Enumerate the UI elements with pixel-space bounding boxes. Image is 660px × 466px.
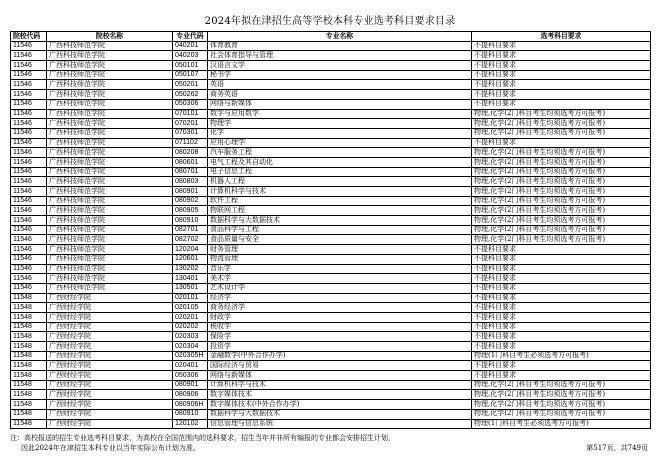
school-code-cell: 11548 [11,342,47,352]
major-name-cell: 财务管理 [208,245,472,255]
major-name-cell: 数学与应用数学 [208,109,472,119]
major-name-cell: 信息管理与信息系统 [208,419,472,429]
major-name-cell: 体育教育 [208,41,472,51]
school-name-cell: 广西科技师范学院 [47,283,173,293]
major-code-cell: 070201 [173,119,208,129]
major-code-cell: 080910 [173,409,208,419]
school-name-cell: 广西财经学院 [47,380,173,390]
school-name-cell: 广西科技师范学院 [47,61,173,71]
major-code-cell: 050306 [173,371,208,381]
school-code-cell: 11546 [11,274,47,284]
table-row [11,109,651,119]
table-row [11,216,651,226]
table-row [11,41,651,51]
major-code-cell: 050107 [173,70,208,80]
major-code-cell: 020105 [173,303,208,313]
major-code-cell: 080701 [173,167,208,177]
subject-requirement-cell: 不提科目要求 [472,51,651,61]
major-code-cell: 040201 [173,41,208,51]
major-name-cell: 物联网工程 [208,206,472,216]
major-name-cell: 国际经济与贸易 [208,361,472,371]
major-code-cell: 020304 [173,342,208,352]
subject-requirement-cell: 不提科目要求 [472,61,651,71]
school-name-cell: 广西科技师范学院 [47,254,173,264]
major-code-cell: 130501 [173,283,208,293]
school-name-cell: 广西科技师范学院 [47,90,173,100]
subject-requirement-cell: 不提科目要求 [472,245,651,255]
school-code-cell: 11548 [11,293,47,303]
school-code-cell: 11546 [11,138,47,148]
table-row [11,303,651,313]
school-code-cell: 11546 [11,51,47,61]
major-code-cell: 020303 [173,332,208,342]
school-name-cell: 广西财经学院 [47,303,173,313]
table-header-row [11,32,651,42]
subject-requirement-cell: 物理,化学(2门科目考生均须选考方可报考) [472,400,651,410]
school-code-cell: 11546 [11,225,47,235]
table-row [11,157,651,167]
table-row [11,80,651,90]
major-code-cell: 080902 [173,196,208,206]
major-name-cell: 美术学 [208,274,472,284]
school-name-cell: 广西财经学院 [47,351,173,361]
major-name-cell: 音乐学 [208,264,472,274]
subject-requirement-cell: 物理,化学(2门科目考生均须选考方可报考) [472,109,651,119]
subject-requirement-cell: 物理,化学(2门科目考生均须选考方可报考) [472,128,651,138]
major-name-cell: 英语 [208,80,472,90]
table-row [11,148,651,158]
school-name-cell: 广西财经学院 [47,409,173,419]
footnote-line-2: 因此2024年在津招生本科专业以当年实际公布计划为准。 [21,444,200,452]
major-name-cell: 网络与新媒体 [208,371,472,381]
major-code-cell: 130401 [173,274,208,284]
table-row [11,61,651,71]
table-body [11,41,651,429]
major-code-cell: 120102 [173,419,208,429]
header-major-name: 专业名称 [208,32,472,42]
school-code-cell: 11546 [11,70,47,80]
table-row [11,99,651,109]
major-code-cell: 080601 [173,157,208,167]
major-code-cell: 120204 [173,245,208,255]
school-name-cell: 广西财经学院 [47,322,173,332]
subject-requirement-cell: 物理,化学(2门科目考生均须选考方可报考) [472,409,651,419]
major-name-cell: 经济学 [208,293,472,303]
school-code-cell: 11548 [11,390,47,400]
table-row [11,254,651,264]
subject-requirement-cell: 不提科目要求 [472,264,651,274]
major-code-cell: 020101 [173,293,208,303]
school-name-cell: 广西科技师范学院 [47,216,173,226]
subject-requirement-cell: 物理,化学(2门科目考生均须选考方可报考) [472,206,651,216]
table-row [11,322,651,332]
table-row [11,70,651,80]
school-name-cell: 广西科技师范学院 [47,109,173,119]
major-name-cell: 数据科学与大数据技术 [208,409,472,419]
major-code-cell: 082702 [173,235,208,245]
subject-requirement-cell: 不提科目要求 [472,70,651,80]
school-name-cell: 广西科技师范学院 [47,167,173,177]
school-code-cell: 11546 [11,167,47,177]
school-code-cell: 11548 [11,371,47,381]
major-code-cell: 050101 [173,61,208,71]
subject-requirement-cell: 物理,化学(2门科目考生均须选考方可报考) [472,380,651,390]
school-code-cell: 11548 [11,361,47,371]
major-name-cell: 社会体育指导与管理 [208,51,472,61]
major-name-cell: 食品科学与工程 [208,225,472,235]
subject-requirement-cell: 不提科目要求 [472,99,651,109]
school-name-cell: 广西财经学院 [47,361,173,371]
table-row [11,187,651,197]
subject-requirement-cell: 不提科目要求 [472,90,651,100]
major-code-cell: 050201 [173,80,208,90]
table-row [11,225,651,235]
major-code-cell: 020202 [173,322,208,332]
page-number: 第517页，共749页 [586,444,648,452]
major-name-cell: 软件工程 [208,196,472,206]
table-row [11,167,651,177]
table-row [11,245,651,255]
school-name-cell: 广西科技师范学院 [47,80,173,90]
subject-requirement-cell: 物理(1门科目考生必须选考方可报考) [472,351,651,361]
subject-requirement-cell: 不提科目要求 [472,342,651,352]
major-name-cell: 财政学 [208,312,472,322]
school-code-cell: 11546 [11,196,47,206]
school-name-cell: 广西财经学院 [47,371,173,381]
school-name-cell: 广西科技师范学院 [47,206,173,216]
major-code-cell: 050262 [173,90,208,100]
major-name-cell: 数字媒体技术(中外合作办学) [208,400,472,410]
major-name-cell: 电气工程及其自动化 [208,157,472,167]
school-name-cell: 广西科技师范学院 [47,274,173,284]
table-row [11,312,651,322]
major-name-cell: 数据科学与大数据技术 [208,216,472,226]
school-name-cell: 广西科技师范学院 [47,157,173,167]
table-row [11,51,651,61]
table-row [11,274,651,284]
school-code-cell: 11546 [11,119,47,129]
major-name-cell: 食品质量与安全 [208,235,472,245]
major-code-cell: 080901 [173,380,208,390]
school-code-cell: 11546 [11,216,47,226]
table-row [11,264,651,274]
major-name-cell: 汉语言文学 [208,61,472,71]
table-row [11,128,651,138]
school-code-cell: 11548 [11,380,47,390]
subject-requirement-cell: 不提科目要求 [472,312,651,322]
major-name-cell: 艺术设计学 [208,283,472,293]
major-code-cell: 082701 [173,225,208,235]
subject-requirement-cell: 不提科目要求 [472,283,651,293]
table-row [11,177,651,187]
subject-requirement-cell: 物理,化学(2门科目考生均须选考方可报考) [472,167,651,177]
school-name-cell: 广西科技师范学院 [47,225,173,235]
major-name-cell: 计算机科学与技术 [208,380,472,390]
major-name-cell: 商务英语 [208,90,472,100]
major-name-cell: 物理学 [208,119,472,129]
subject-requirement-cell: 不提科目要求 [472,361,651,371]
school-name-cell: 广西科技师范学院 [47,177,173,187]
table-row [11,400,651,410]
table-row [11,196,651,206]
table-row [11,361,651,371]
major-name-cell: 汽车服务工程 [208,148,472,158]
subject-requirement-cell: 不提科目要求 [472,274,651,284]
school-name-cell: 广西科技师范学院 [47,41,173,51]
subject-requirement-cell: 物理,化学(2门科目考生均须选考方可报考) [472,216,651,226]
school-name-cell: 广西科技师范学院 [47,99,173,109]
school-name-cell: 广西科技师范学院 [47,128,173,138]
school-name-cell: 广西科技师范学院 [47,148,173,158]
major-name-cell: 商务经济学 [208,303,472,313]
major-code-cell: 020201 [173,312,208,322]
subject-requirement-cell: 不提科目要求 [472,332,651,342]
table-row [11,283,651,293]
subject-requirement-cell: 物理,化学(2门科目考生均须选考方可报考) [472,225,651,235]
school-code-cell: 11548 [11,312,47,322]
major-name-cell: 计算机科学与技术 [208,187,472,197]
table-row [11,119,651,129]
school-name-cell: 广西财经学院 [47,332,173,342]
school-code-cell: 11548 [11,303,47,313]
school-code-cell: 11548 [11,419,47,429]
table-row [11,390,651,400]
subject-requirement-cell: 不提科目要求 [472,371,651,381]
school-name-cell: 广西财经学院 [47,419,173,429]
header-school-code: 院校代码 [11,32,47,42]
major-code-cell: 080906H [173,400,208,410]
subject-requirement-cell: 不提科目要求 [472,80,651,90]
major-name-cell: 化学 [208,128,472,138]
table-row [11,206,651,216]
subject-requirement-cell: 不提科目要求 [472,322,651,332]
school-code-cell: 11548 [11,409,47,419]
major-name-cell: 保险学 [208,332,472,342]
major-code-cell: 080901 [173,187,208,197]
school-code-cell: 11548 [11,322,47,332]
major-code-cell: 080910 [173,216,208,226]
school-code-cell: 11548 [11,400,47,410]
major-code-cell: 040203 [173,51,208,61]
table-row [11,419,651,429]
subject-requirement-cell: 物理,化学(2门科目考生均须选考方可报考) [472,390,651,400]
major-code-cell: 130202 [173,264,208,274]
school-code-cell: 11546 [11,254,47,264]
school-name-cell: 广西财经学院 [47,400,173,410]
school-code-cell: 11548 [11,351,47,361]
major-code-cell: 070301 [173,128,208,138]
major-code-cell: 080803 [173,177,208,187]
table-row [11,293,651,303]
school-name-cell: 广西科技师范学院 [47,70,173,80]
school-code-cell: 11546 [11,264,47,274]
footnote-line-1: 注：高校报送的招生专业选考科目要求，为高校在全国范围内的选科要求，招生当年并非所有编报的专业都会安排招生计划， [10,434,395,442]
subject-requirement-cell: 不提科目要求 [472,138,651,148]
subject-requirement-cell: 物理,化学(2门科目考生均须选考方可报考) [472,235,651,245]
major-name-cell: 机器人工程 [208,177,472,187]
table-row [11,380,651,390]
header-major-code: 专业代码 [173,32,208,42]
subject-requirement-cell: 物理,化学(2门科目考生均须选考方可报考) [472,157,651,167]
table-row [11,90,651,100]
subject-requirement-cell: 物理,化学(2门科目考生均须选考方可报考) [472,119,651,129]
requirements-table [10,31,651,429]
table-row [11,409,651,419]
subject-requirement-cell: 物理,化学(2门科目考生均须选考方可报考) [472,148,651,158]
subject-requirement-cell: 不提科目要求 [472,303,651,313]
school-name-cell: 广西科技师范学院 [47,119,173,129]
major-code-cell: 071102 [173,138,208,148]
school-name-cell: 广西财经学院 [47,390,173,400]
school-name-cell: 广西科技师范学院 [47,187,173,197]
school-code-cell: 11546 [11,41,47,51]
school-name-cell: 广西科技师范学院 [47,51,173,61]
table-row [11,351,651,361]
subject-requirement-cell: 物理,化学(2门科目考生均须选考方可报考) [472,196,651,206]
major-code-cell: 080208 [173,148,208,158]
major-name-cell: 应用心理学 [208,138,472,148]
school-name-cell: 广西科技师范学院 [47,196,173,206]
school-code-cell: 11546 [11,206,47,216]
major-code-cell: 050306 [173,99,208,109]
subject-requirement-cell: 不提科目要求 [472,254,651,264]
school-code-cell: 11546 [11,187,47,197]
major-code-cell: 120601 [173,254,208,264]
school-code-cell: 11546 [11,283,47,293]
major-code-cell: 020305H [173,351,208,361]
major-name-cell: 电子信息工程 [208,167,472,177]
school-code-cell: 11546 [11,245,47,255]
school-code-cell: 11546 [11,99,47,109]
school-name-cell: 广西科技师范学院 [47,245,173,255]
header-school-name: 院校名称 [47,32,173,42]
school-code-cell: 11546 [11,109,47,119]
table-row [11,371,651,381]
school-name-cell: 广西财经学院 [47,342,173,352]
major-name-cell: 投资学 [208,342,472,352]
school-code-cell: 11546 [11,157,47,167]
major-name-cell: 数字媒体技术 [208,390,472,400]
school-name-cell: 广西财经学院 [47,293,173,303]
subject-requirement-cell: 不提科目要求 [472,41,651,51]
subject-requirement-cell: 物理(1门科目考生必须选考方可报考) [472,419,651,429]
table-row [11,235,651,245]
table-row [11,138,651,148]
header-subject-requirement: 选考科目要求 [472,32,651,42]
major-name-cell: 金融数学(中外合作办学) [208,351,472,361]
school-code-cell: 11546 [11,61,47,71]
major-name-cell: 秘书学 [208,70,472,80]
table-row [11,342,651,352]
school-name-cell: 广西科技师范学院 [47,138,173,148]
school-code-cell: 11546 [11,128,47,138]
school-code-cell: 11546 [11,235,47,245]
subject-requirement-cell: 不提科目要求 [472,293,651,303]
major-code-cell: 080905 [173,206,208,216]
school-code-cell: 11548 [11,332,47,342]
major-code-cell: 020401 [173,361,208,371]
subject-requirement-cell: 物理,化学(2门科目考生均须选考方可报考) [472,187,651,197]
major-code-cell: 070101 [173,109,208,119]
table-row [11,332,651,342]
major-name-cell: 税收学 [208,322,472,332]
major-name-cell: 物流管理 [208,254,472,264]
school-code-cell: 11546 [11,90,47,100]
school-code-cell: 11546 [11,80,47,90]
school-name-cell: 广西科技师范学院 [47,235,173,245]
school-name-cell: 广西科技师范学院 [47,264,173,274]
school-code-cell: 11546 [11,148,47,158]
school-name-cell: 广西财经学院 [47,312,173,322]
page-title: 2024年拟在津招生高等学校本科专业选考科目要求目录 [204,16,456,27]
school-code-cell: 11546 [11,177,47,187]
subject-requirement-cell: 物理,化学(2门科目考生均须选考方可报考) [472,177,651,187]
major-name-cell: 网络与新媒体 [208,99,472,109]
major-code-cell: 080906 [173,390,208,400]
